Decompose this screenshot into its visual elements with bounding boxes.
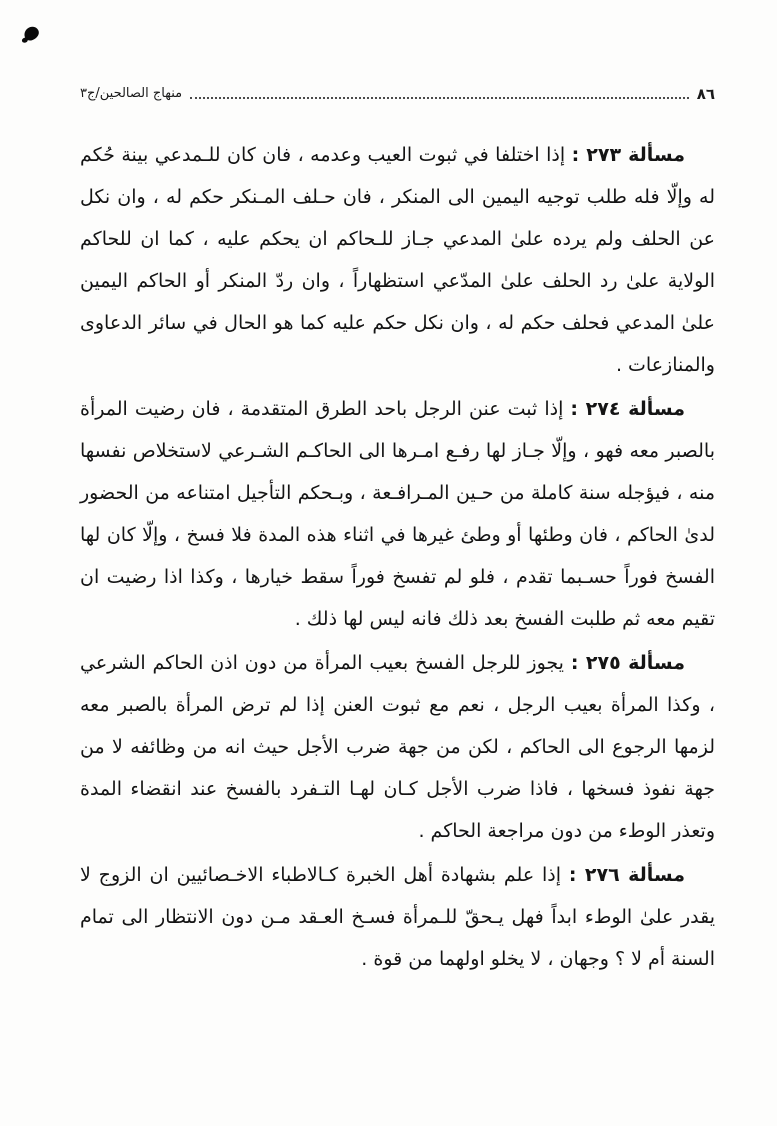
issue-text: إذا ثبت عنن الرجل باحد الطرق المتقدمة ، فان رضيت المرأة بالصبر معه فهو ، وإلّا جـاز لها رفـع امـرها الى الحاكـم الشـرعي لاستخلاص نفسها منه ، فيؤجله سنة كاملة من حـين المـرافـعة ، وبـحكم التأجيل امتناعه من الحضور لدىٰ الحاكم ، فان وطئها أو وطئ غيرها في اثناء هذه المدة فلا فسخ ، وإلّا كان لها الفسخ فوراً حسـبما تقدم ، فلو لم تفسخ فوراً سقط خيارها ، وكذا اذا رضيت ان تقيم معه ثم طلبت الفسخ بعد ذلك فانه ليس لها ذلك .	[80, 398, 715, 630]
dotted-leader	[190, 97, 689, 99]
ink-blot-artifact	[22, 25, 41, 42]
page-body	[80, 134, 715, 980]
issue-paragraph-276	[80, 854, 715, 980]
issue-text: إذا اختلفا في ثبوت العيب وعدمه ، فان كان للـمدعي بينة حُكم له وإلّا فله طلب توجيه اليمين الى المنكر ، فان حـلف المـنكر حكم له ، وان نكل عن الحلف ولم يرده علىٰ المدعي جـاز للـحاكم ان يحكم عليه ، كما ان للحاكم الولاية علىٰ رد الحلف علىٰ المدّعي استظهاراً ، وان ردّ المنكر أو الحاكم اليمين علىٰ المدعي فحلف حكم له ، وان نكل حكم عليه كما هو الحال في سائر الدعاوى والمنازعات .	[80, 144, 715, 376]
issue-paragraph-274	[80, 388, 715, 640]
page-header	[80, 84, 715, 104]
book-title: منهاج الصالحين/ج٣	[80, 86, 183, 101]
issue-text: إذا علم بشهادة أهل الخبرة كـالاطباء الاخـصائيين ان الزوج لا يقدر علىٰ الوطء ابداً فهل يـحقّ للـمرأة فسـخ العـقد مـن دون الانتظار الى تمام السنة أم لا ؟ وجهان ، لا يخلو اولهما من قوة .	[80, 864, 715, 970]
issue-text: يجوز للرجل الفسخ بعيب المرأة من دون اذن الحاكم الشرعي ، وكذا المرأة بعيب الرجل ، نعم مع ثبوت العنن إذا لم ترض المرأة بالصبر معه لزمها الرجوع الى الحاكم ، لكن من جهة ضرب الأجل حيث انه من وظائفه لا من جهة نفوذ فسخها ، فاذا ضرب الأجل كـان لهـا التـفرد بالفسخ عند انقضاء المدة وتعذر الوطء من دون مراجعة الحاكم .	[80, 652, 715, 842]
issue-label: مسألة ٢٧٤ :	[570, 398, 685, 420]
issue-paragraph-275	[80, 642, 715, 852]
issue-label: مسألة ٢٧٥ :	[570, 652, 686, 674]
page-number: ٨٦	[696, 85, 715, 103]
issue-paragraph-273	[80, 134, 715, 386]
issue-label: مسألة ٢٧٣ :	[571, 144, 685, 166]
issue-label: مسألة ٢٧٦ :	[568, 864, 685, 886]
